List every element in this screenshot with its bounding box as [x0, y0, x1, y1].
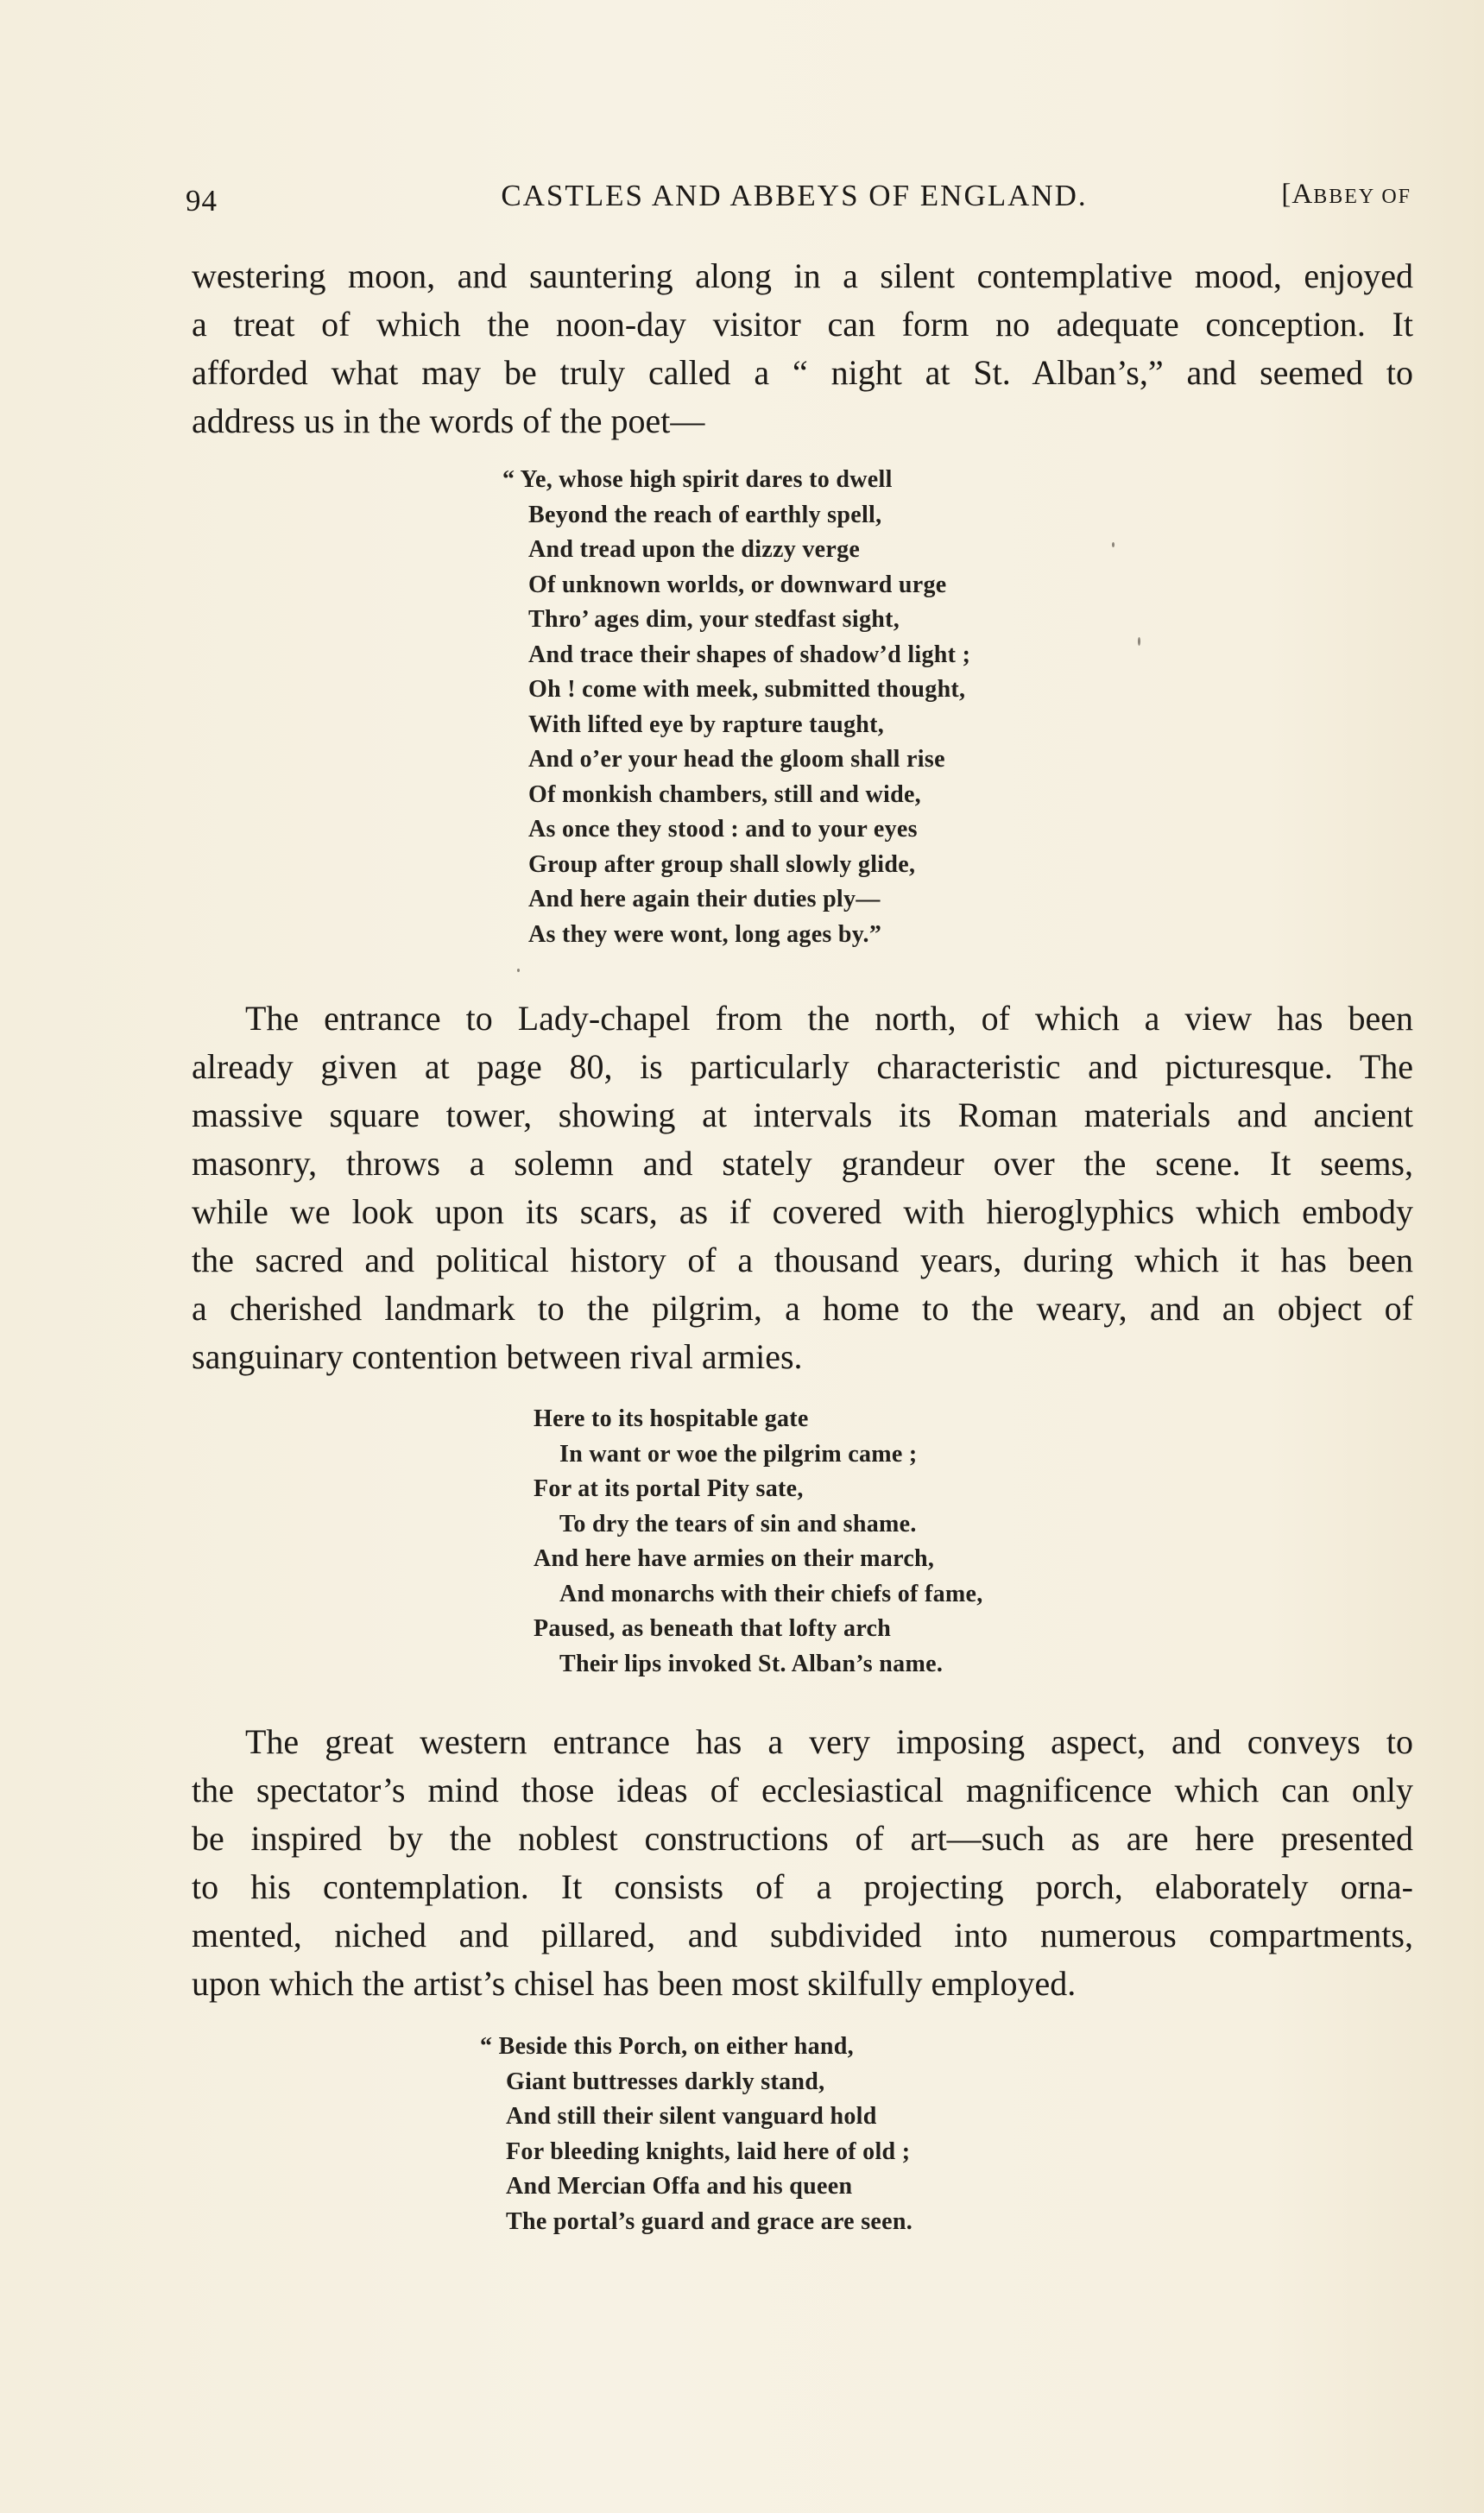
verse-line: And tread upon the dizzy verge — [528, 536, 861, 563]
paragraph-line: to his contemplation. It consists of a projecting porch, elaborately orna- — [192, 1867, 1413, 1906]
verse-line: Of monkish chambers, still and wide, — [528, 780, 921, 808]
paper-speck — [1138, 637, 1140, 646]
paragraph-line: already given at page 80, is particularly characteristic and picturesque. The — [192, 1047, 1413, 1086]
section-title — [1281, 179, 1411, 211]
verse-line: To dry the tears of sin and shame. — [559, 1510, 917, 1537]
paragraph-line: while we look upon its scars, as if covered with hieroglyphics which embody — [192, 1192, 1413, 1231]
paragraph-2 — [192, 994, 1413, 1381]
paragraph-line: upon which the artist’s chisel has been most skilfully employed. — [192, 1964, 1077, 2003]
verse-3 — [480, 2030, 913, 2239]
verse-line: As once they stood : and to your eyes — [528, 816, 918, 843]
verse-line: In want or woe the pilgrim came ; — [559, 1440, 918, 1468]
verse-2 — [534, 1402, 983, 1682]
paragraph-3 — [192, 1718, 1413, 2008]
verse-line: And trace their shapes of shadow’d light ; — [528, 641, 971, 668]
verse-line: And Mercian Offa and his queen — [506, 2173, 853, 2200]
verse-line: For at its portal Pity sate, — [534, 1475, 804, 1502]
page-number: 94 — [186, 184, 218, 218]
paragraph-line: afforded what may be truly called a “ night at St. Alban’s,” and seemed to — [192, 353, 1413, 392]
verse-line: Oh ! come with meek, submitted thought, — [528, 676, 966, 703]
verse-line: And still their silent vanguard hold — [506, 2103, 877, 2130]
verse-line: With lifted eye by rapture taught, — [528, 710, 885, 738]
verse-line: The portal’s guard and grace are seen. — [506, 2207, 913, 2235]
verse-line: Their lips invoked St. Alban’s name. — [559, 1650, 944, 1677]
verse-line: Thro’ ages dim, your stedfast sight, — [528, 606, 900, 633]
paragraph-line: massive square tower, showing at intervals its Roman materials and ancient — [192, 1095, 1413, 1134]
paragraph-line: a treat of which the noon-day visitor can form no adequate conception. It — [192, 305, 1413, 344]
verse-line: And here again their duties ply— — [528, 886, 881, 912]
paragraph-line: masonry, throws a solemn and stately grandeur over the scene. It seems, — [192, 1144, 1413, 1183]
paragraph-line: address us in the words of the poet— — [192, 401, 705, 440]
book-title: CASTLES AND ABBEYS OF ENGLAND. — [501, 179, 1088, 212]
paragraph-line: westering moon, and sauntering along in a silent contemplative mood, enjoyed — [192, 256, 1413, 295]
section-rest: BBEY OF — [1313, 186, 1411, 208]
verse-line: For bleeding knights, laid here of old ; — [506, 2137, 911, 2165]
verse-line: Giant buttresses darkly stand, — [506, 2068, 825, 2095]
paragraph-1 — [192, 252, 1413, 445]
verse-line: And monarchs with their chiefs of fame, — [559, 1580, 983, 1607]
verse-line: Of unknown worlds, or downward urge — [528, 571, 947, 598]
running-head — [177, 177, 1411, 220]
paragraph-line: mented, niched and pillared, and subdivided into numerous compartments, — [192, 1916, 1413, 1954]
verse-line: Paused, as beneath that lofty arch — [534, 1615, 892, 1642]
verse-line: As they were wont, long ages by.” — [528, 920, 882, 948]
paragraph-line: the spectator’s mind those ideas of ecclesiastical magnificence which can only — [192, 1771, 1413, 1809]
paragraph-line: the sacred and political history of a thousand years, during which it has been — [192, 1241, 1413, 1279]
verse-line: And here have armies on their march, — [534, 1545, 935, 1572]
verse-line: Beyond the reach of earthly spell, — [528, 501, 882, 528]
paragraph-line: The entrance to Lady-chapel from the north, of which a view has been — [245, 999, 1413, 1038]
verse-line: Here to its hospitable gate — [534, 1405, 809, 1432]
section-initial: A — [1291, 179, 1314, 210]
verse-line: “ Beside this Porch, on either hand, — [480, 2033, 854, 2060]
verse-line: “ Ye, whose high spirit dares to dwell — [502, 466, 893, 493]
paragraph-line: be inspired by the noblest constructions of art—such as are here presented — [192, 1819, 1413, 1858]
verse-line: And o’er your head the gloom shall rise — [528, 746, 945, 773]
paragraph-line: The great western entrance has a very imposing aspect, and conveys to — [245, 1722, 1413, 1761]
verse-line: Group after group shall slowly glide, — [528, 850, 916, 878]
verse-1 — [502, 463, 970, 952]
section-bracket: [ — [1281, 179, 1292, 210]
paragraph-line: sanguinary contention between rival armies. — [192, 1337, 803, 1376]
paragraph-line: a cherished landmark to the pilgrim, a home to the weary, and an object of — [192, 1289, 1413, 1328]
paper-speck — [1112, 542, 1115, 547]
paper-speck — [517, 969, 520, 972]
